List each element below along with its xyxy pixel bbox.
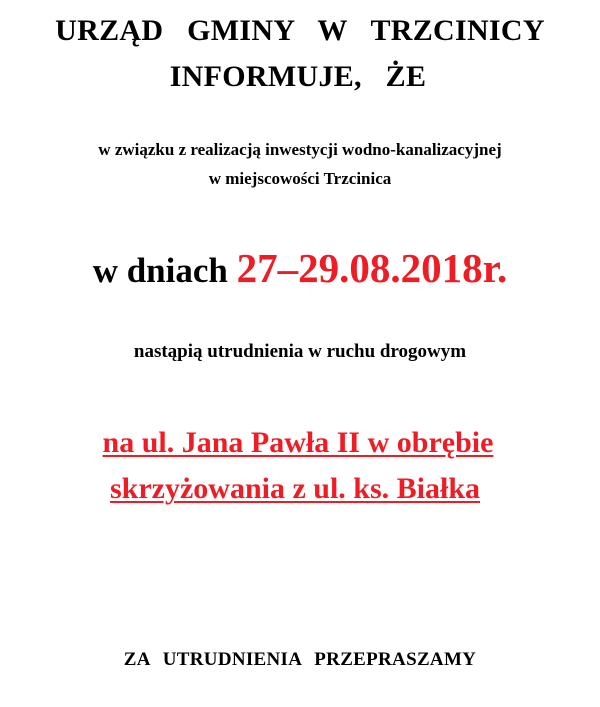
location-intersection: skrzyżowania z ul. ks. Białka	[109, 472, 481, 505]
heading-informs: INFORMUJE, ŻE	[169, 60, 427, 93]
intro-investment: w związku z realizacją inwestycji wodno-kanalizacyjnej	[98, 140, 502, 159]
intro-locality: w miejscowości Trzcinica	[208, 169, 392, 188]
date-prefix: w dniach	[92, 251, 228, 290]
date-line	[0, 245, 600, 291]
date-range: 27–29.08.2018r.	[236, 245, 508, 291]
heading-office: URZĄD GMINY W TRZCINICY	[55, 14, 545, 47]
apology-text: ZA UTRUDNIENIA PRZEPRASZAMY	[123, 649, 477, 670]
location-street: na ul. Jana Pawła II w obrębie	[102, 426, 494, 459]
traffic-disruption-text: nastąpią utrudnienia w ruchu drogowym	[133, 341, 467, 362]
